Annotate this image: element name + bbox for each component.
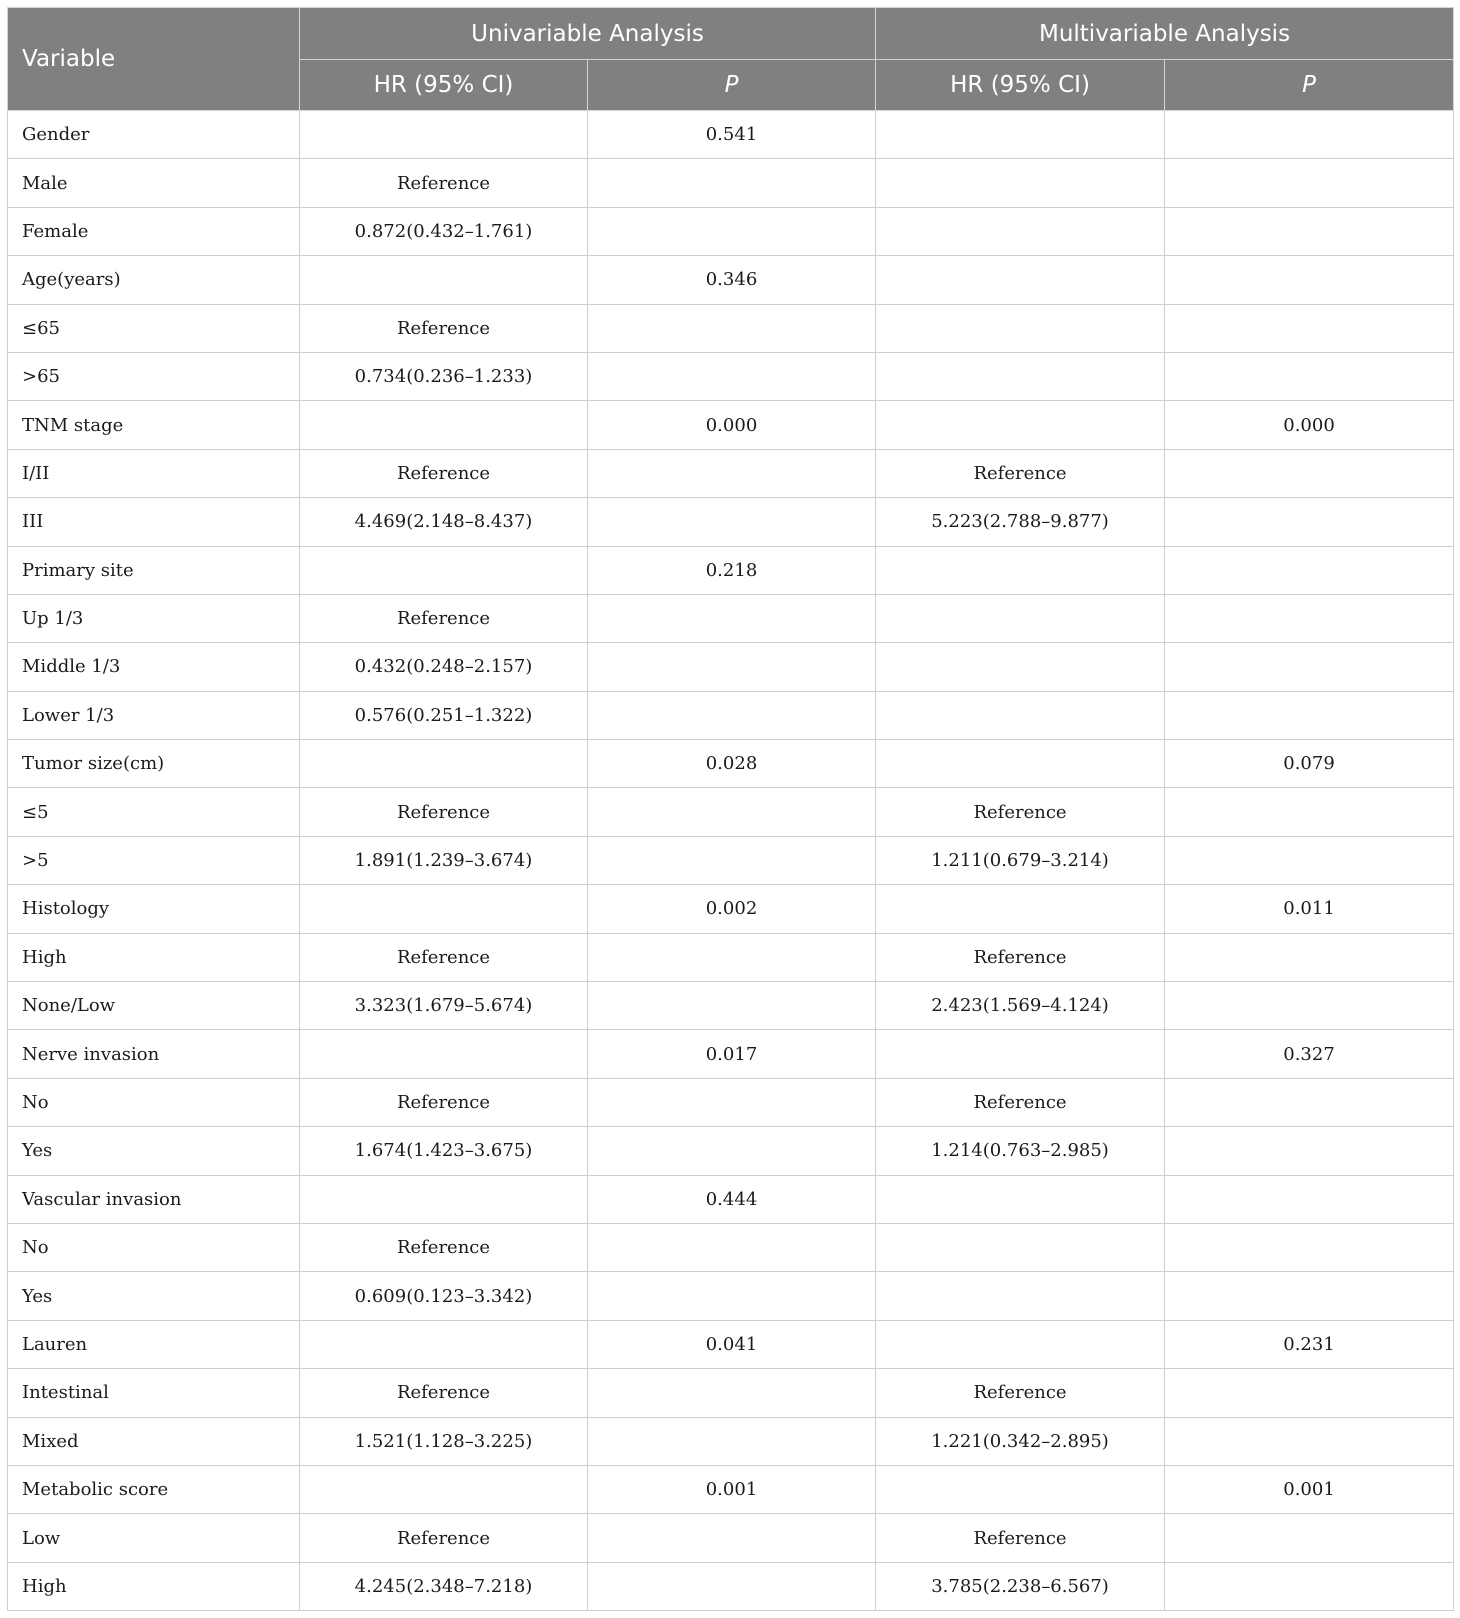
multivariable-hr-cell: 3.785(2.238–6.567): [876, 1562, 1165, 1610]
multivariable-p-cell: 0.011: [1165, 885, 1454, 933]
table-row: [8, 982, 1454, 1030]
univariable-p-cell: [588, 1562, 876, 1610]
multivariable-hr-cell: [876, 885, 1165, 933]
multivariable-hr-cell: 1.211(0.679–3.214): [876, 836, 1165, 884]
table-row: [8, 111, 1454, 159]
table-row: [8, 449, 1454, 497]
table-row: [8, 788, 1454, 836]
multivariable-p-cell: [1165, 691, 1454, 739]
variable-cell: Lauren: [8, 1320, 300, 1368]
multivariable-hr-cell: [876, 1175, 1165, 1223]
variable-cell: Middle 1/3: [8, 643, 300, 691]
table-row: [8, 1030, 1454, 1078]
univariable-p-cell: [588, 304, 876, 352]
univariable-hr-cell: Reference: [300, 304, 588, 352]
multivariable-p-cell: [1165, 1175, 1454, 1223]
multivariable-p-cell: [1165, 594, 1454, 642]
variable-cell: Histology: [8, 885, 300, 933]
multivariable-p-cell: [1165, 1514, 1454, 1562]
table-row: [8, 498, 1454, 546]
table-row: [8, 836, 1454, 884]
multivariable-p-cell: [1165, 546, 1454, 594]
univariable-hr-cell: 0.576(0.251–1.322): [300, 691, 588, 739]
multivariable-hr-cell: [876, 352, 1165, 400]
table-row: [8, 1562, 1454, 1610]
variable-cell: Nerve invasion: [8, 1030, 300, 1078]
variable-cell: Up 1/3: [8, 594, 300, 642]
univariable-header: Univariable Analysis: [300, 8, 876, 60]
univariable-hr-cell: 0.734(0.236–1.233): [300, 352, 588, 400]
univariable-p-cell: [588, 691, 876, 739]
multivariable-hr-cell: [876, 159, 1165, 207]
multivariable-hr-cell: Reference: [876, 933, 1165, 981]
variable-cell: Mixed: [8, 1417, 300, 1465]
univariable-p-cell: 0.218: [588, 546, 876, 594]
table-row: [8, 1320, 1454, 1368]
variable-cell: ≤65: [8, 304, 300, 352]
univariable-p-cell: [588, 352, 876, 400]
table-row: [8, 643, 1454, 691]
univariable-p-cell: 0.002: [588, 885, 876, 933]
multivariable-p-cell: [1165, 1369, 1454, 1417]
variable-cell: High: [8, 1562, 300, 1610]
univariable-p-cell: [588, 594, 876, 642]
multivariable-p-cell: 0.000: [1165, 401, 1454, 449]
variable-cell: Age(years): [8, 256, 300, 304]
table-row: [8, 1175, 1454, 1223]
multivariable-hr-cell: [876, 1320, 1165, 1368]
multivariable-p-cell: [1165, 836, 1454, 884]
univariable-p-cell: 0.444: [588, 1175, 876, 1223]
univariable-p-cell: [588, 449, 876, 497]
table-row: [8, 352, 1454, 400]
univariable-p-cell: [588, 1514, 876, 1562]
univariable-hr-cell: 4.245(2.348–7.218): [300, 1562, 588, 1610]
univariable-hr-cell: [300, 1175, 588, 1223]
univariable-p-cell: [588, 1272, 876, 1320]
variable-header: Variable: [8, 8, 300, 111]
variable-cell: Gender: [8, 111, 300, 159]
univariable-hr-cell: Reference: [300, 933, 588, 981]
multivariable-hr-cell: [876, 643, 1165, 691]
univariable-hr-cell: [300, 885, 588, 933]
univariable-p-cell: [588, 836, 876, 884]
univariable-p-cell: [588, 159, 876, 207]
hazard-ratio-table: [7, 7, 1454, 1611]
univariable-p-cell: [588, 1078, 876, 1126]
univariable-hr-cell: 1.521(1.128–3.225): [300, 1417, 588, 1465]
univariable-hr-cell: [300, 111, 588, 159]
univariable-hr-cell: [300, 1320, 588, 1368]
univariable-p-cell: [588, 643, 876, 691]
multivariable-p-cell: [1165, 256, 1454, 304]
table-row: [8, 401, 1454, 449]
table-header: [8, 8, 1454, 111]
multivariable-hr-cell: [876, 207, 1165, 255]
multivariable-p-cell: [1165, 1272, 1454, 1320]
variable-cell: Male: [8, 159, 300, 207]
table-row: [8, 159, 1454, 207]
multivariable-p-cell: [1165, 352, 1454, 400]
multivariable-hr-cell: [876, 1465, 1165, 1513]
multivariable-hr-cell: 2.423(1.569–4.124): [876, 982, 1165, 1030]
variable-cell: Intestinal: [8, 1369, 300, 1417]
table-row: [8, 1127, 1454, 1175]
multivariable-p-cell: [1165, 1223, 1454, 1271]
univariable-p-cell: 0.028: [588, 740, 876, 788]
multivariable-hr-cell: Reference: [876, 1078, 1165, 1126]
univariable-hr-cell: Reference: [300, 1514, 588, 1562]
multivariable-hr-cell: [876, 546, 1165, 594]
variable-cell: Vascular invasion: [8, 1175, 300, 1223]
univariable-p-cell: 0.001: [588, 1465, 876, 1513]
univariable-hr-cell: 3.323(1.679–5.674): [300, 982, 588, 1030]
variable-cell: I/II: [8, 449, 300, 497]
table-row: [8, 1417, 1454, 1465]
univariable-p-cell: 0.000: [588, 401, 876, 449]
multivariable-hr-cell: [876, 401, 1165, 449]
multivariable-hr-cell: Reference: [876, 1514, 1165, 1562]
table-row: [8, 207, 1454, 255]
univariable-p-cell: [588, 933, 876, 981]
univariable-p-cell: 0.041: [588, 1320, 876, 1368]
multivariable-p-cell: [1165, 111, 1454, 159]
table-row: [8, 1369, 1454, 1417]
variable-cell: >5: [8, 836, 300, 884]
univariable-hr-cell: Reference: [300, 449, 588, 497]
multivariable-hr-cell: Reference: [876, 449, 1165, 497]
variable-cell: III: [8, 498, 300, 546]
multivariable-hr-cell: [876, 304, 1165, 352]
multivariable-hr-cell: [876, 256, 1165, 304]
multivariable-p-cell: [1165, 788, 1454, 836]
multivariable-hr-cell: 1.221(0.342–2.895): [876, 1417, 1165, 1465]
univariable-p-cell: [588, 1127, 876, 1175]
univariable-hr-cell: [300, 401, 588, 449]
multivariable-p-cell: 0.079: [1165, 740, 1454, 788]
multivariable-hr-cell: [876, 1272, 1165, 1320]
univariable-p-cell: [588, 788, 876, 836]
univariable-hr-cell: Reference: [300, 788, 588, 836]
univariable-p-cell: [588, 1223, 876, 1271]
variable-cell: Low: [8, 1514, 300, 1562]
univariable-p-cell: [588, 1369, 876, 1417]
multivariable-hr-cell: [876, 1223, 1165, 1271]
table-row: [8, 933, 1454, 981]
univariable-hr-cell: Reference: [300, 159, 588, 207]
variable-cell: Tumor size(cm): [8, 740, 300, 788]
multivariable-p-cell: [1165, 1562, 1454, 1610]
table-row: [8, 740, 1454, 788]
univariable-hr-cell: Reference: [300, 1078, 588, 1126]
univariable-hr-cell: Reference: [300, 1223, 588, 1271]
table-row: [8, 546, 1454, 594]
multivariable-hr-cell: [876, 740, 1165, 788]
multivariable-hr-cell: Reference: [876, 1369, 1165, 1417]
variable-cell: >65: [8, 352, 300, 400]
univariable-p-header: P: [588, 60, 876, 111]
multivariable-p-cell: [1165, 207, 1454, 255]
univariable-hr-cell: Reference: [300, 594, 588, 642]
multivariable-p-cell: [1165, 449, 1454, 497]
multivariable-hr-cell: 1.214(0.763–2.985): [876, 1127, 1165, 1175]
univariable-p-cell: [588, 207, 876, 255]
table-row: [8, 1514, 1454, 1562]
multivariable-hr-cell: [876, 111, 1165, 159]
table-row: [8, 691, 1454, 739]
univariable-p-cell: 0.541: [588, 111, 876, 159]
table-row: [8, 256, 1454, 304]
univariable-hr-cell: 1.674(1.423–3.675): [300, 1127, 588, 1175]
variable-cell: Primary site: [8, 546, 300, 594]
univariable-p-cell: 0.017: [588, 1030, 876, 1078]
univariable-hr-cell: Reference: [300, 1369, 588, 1417]
multivariable-hr-cell: Reference: [876, 788, 1165, 836]
table-row: [8, 1465, 1454, 1513]
table-row: [8, 594, 1454, 642]
variable-cell: Yes: [8, 1127, 300, 1175]
multivariable-hr-cell: [876, 1030, 1165, 1078]
univariable-hr-cell: [300, 740, 588, 788]
variable-cell: Metabolic score: [8, 1465, 300, 1513]
univariable-p-cell: [588, 982, 876, 1030]
multivariable-p-cell: 0.231: [1165, 1320, 1454, 1368]
variable-cell: Female: [8, 207, 300, 255]
multivariable-hr-cell: [876, 691, 1165, 739]
multivariable-p-cell: [1165, 643, 1454, 691]
univariable-hr-cell: 1.891(1.239–3.674): [300, 836, 588, 884]
multivariable-p-cell: [1165, 1078, 1454, 1126]
univariable-hr-cell: 0.872(0.432–1.761): [300, 207, 588, 255]
univariable-p-cell: 0.346: [588, 256, 876, 304]
multivariable-hr-cell: 5.223(2.788–9.877): [876, 498, 1165, 546]
univariable-hr-cell: 4.469(2.148–8.437): [300, 498, 588, 546]
variable-cell: No: [8, 1223, 300, 1271]
variable-cell: None/Low: [8, 982, 300, 1030]
multivariable-p-cell: [1165, 159, 1454, 207]
univariable-hr-cell: [300, 256, 588, 304]
multivariable-p-cell: [1165, 1417, 1454, 1465]
multivariable-p-header: P: [1165, 60, 1454, 111]
table-body: [8, 111, 1454, 1611]
univariable-p-cell: [588, 1417, 876, 1465]
multivariable-hr-header: HR (95% CI): [876, 60, 1165, 111]
multivariable-p-cell: [1165, 1127, 1454, 1175]
univariable-hr-cell: [300, 1465, 588, 1513]
univariable-p-cell: [588, 498, 876, 546]
table-row: [8, 304, 1454, 352]
variable-cell: TNM stage: [8, 401, 300, 449]
multivariable-p-cell: [1165, 498, 1454, 546]
variable-cell: Yes: [8, 1272, 300, 1320]
multivariable-header: Multivariable Analysis: [876, 8, 1454, 60]
multivariable-hr-cell: [876, 594, 1165, 642]
variable-cell: ≤5: [8, 788, 300, 836]
univariable-hr-cell: 0.432(0.248–2.157): [300, 643, 588, 691]
univariable-hr-header: HR (95% CI): [300, 60, 588, 111]
variable-cell: No: [8, 1078, 300, 1126]
univariable-hr-cell: 0.609(0.123–3.342): [300, 1272, 588, 1320]
univariable-hr-cell: [300, 546, 588, 594]
table-row: [8, 1078, 1454, 1126]
multivariable-p-cell: 0.327: [1165, 1030, 1454, 1078]
table-row: [8, 1223, 1454, 1271]
multivariable-p-cell: [1165, 982, 1454, 1030]
table-row: [8, 885, 1454, 933]
multivariable-p-cell: [1165, 304, 1454, 352]
univariable-hr-cell: [300, 1030, 588, 1078]
table-row: [8, 1272, 1454, 1320]
multivariable-p-cell: 0.001: [1165, 1465, 1454, 1513]
variable-cell: Lower 1/3: [8, 691, 300, 739]
multivariable-p-cell: [1165, 933, 1454, 981]
variable-cell: High: [8, 933, 300, 981]
